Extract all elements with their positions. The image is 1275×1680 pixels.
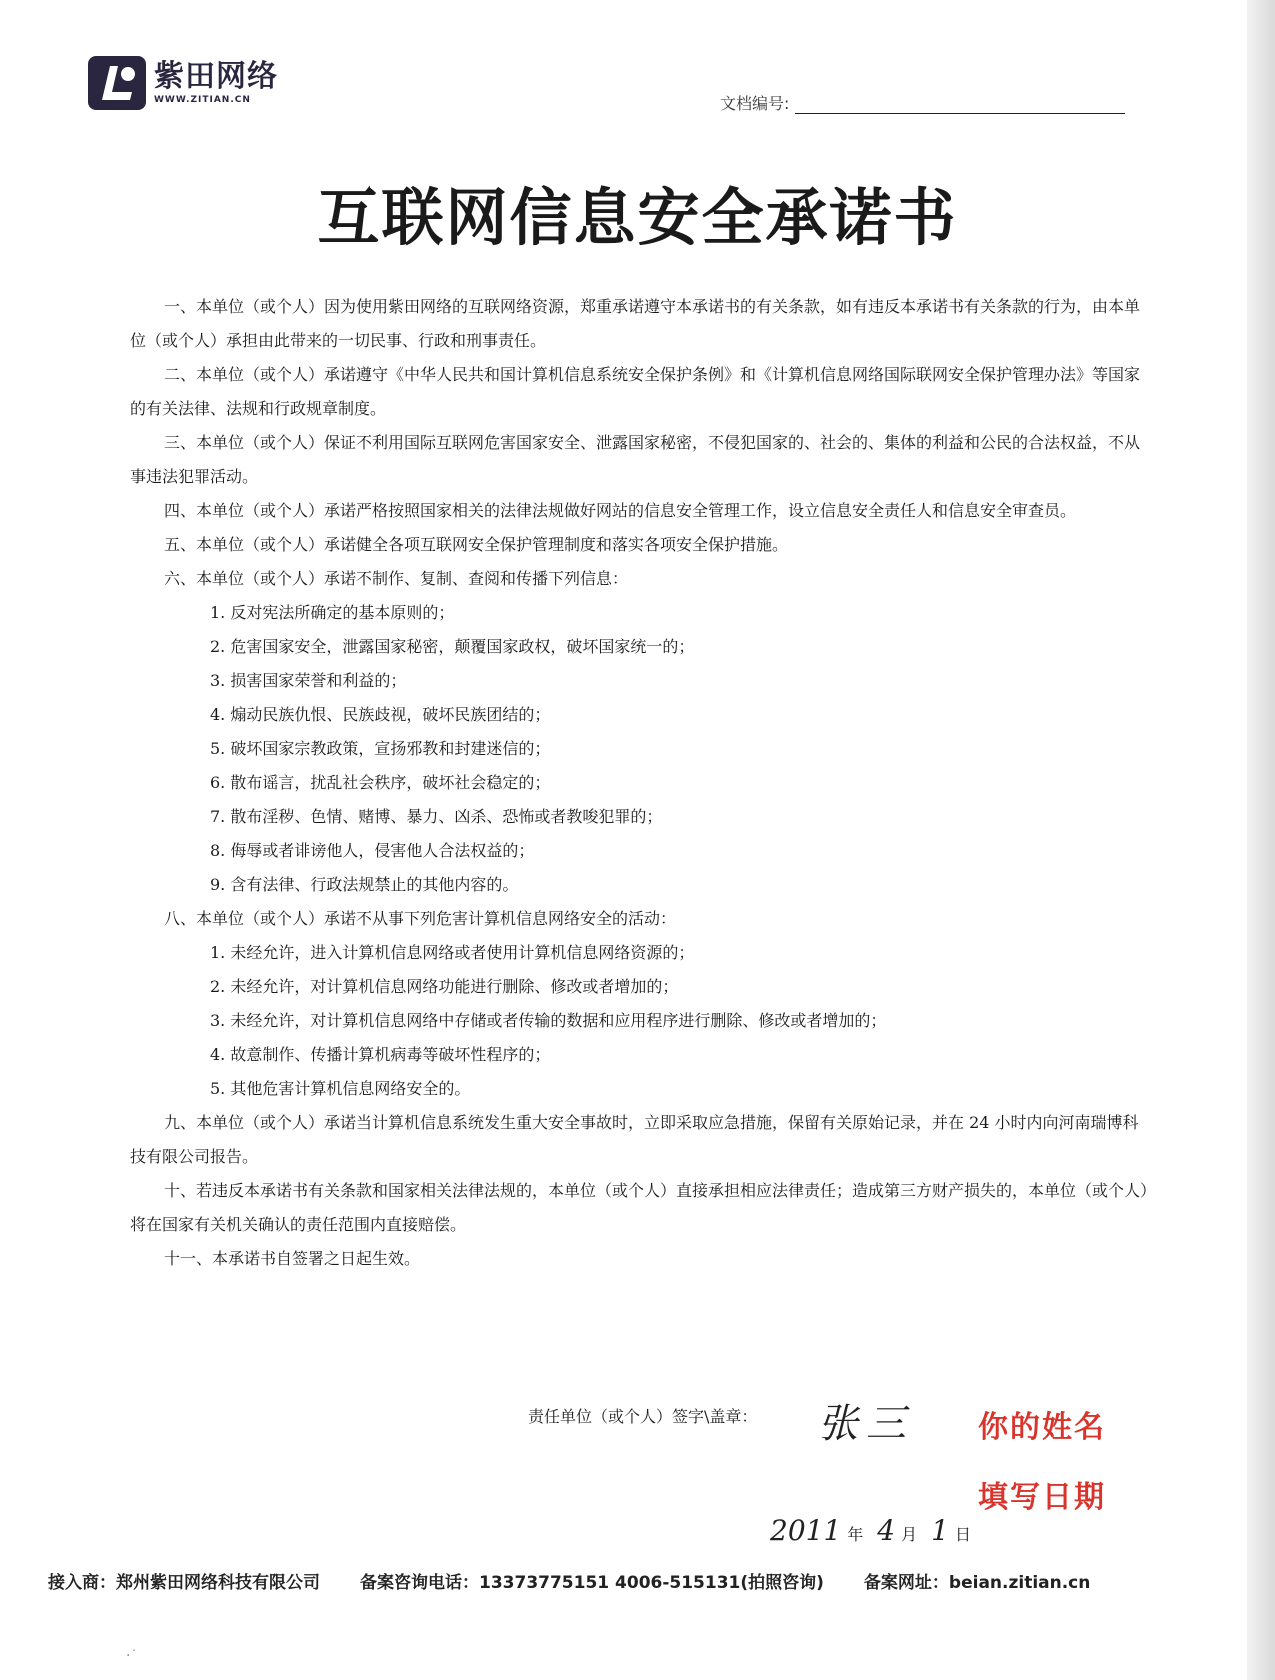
clause-9: 九、本单位（或个人）承诺当计算机信息系统发生重大安全事故时，立即采取应急措施，保留有关原始记录，并在 24 小时内向河南瑞博科技有限公司报告。 — [130, 1113, 1139, 1166]
handwritten-signature: 张三 — [818, 1401, 914, 1447]
clause-8-item: 5. 其他危害计算机信息网络安全的。 — [210, 1079, 471, 1098]
clauses — [130, 290, 1150, 1276]
clause-8-item: 2. 未经允许，对计算机信息网络功能进行删除、修改或者增加的； — [210, 977, 679, 996]
clause-6-item: 9. 含有法律、行政法规禁止的其他内容的。 — [210, 875, 519, 894]
clause-2: 二、本单位（或个人）承诺遵守《中华人民共和国计算机信息系统安全保护条例》和《计算机信息网络国际联网安全保护管理办法》等国家的有关法律、法规和行政规章制度。 — [130, 365, 1141, 418]
document-number-blank — [795, 95, 1125, 114]
logo-name: 紫田网络 — [154, 59, 278, 94]
clause-6-item: 1. 反对宪法所确定的基本原则的； — [210, 603, 455, 622]
clause-6-item: 6. 散布谣言，扰乱社会秩序，破坏社会稳定的； — [210, 773, 551, 792]
date-day-unit: 日 — [954, 1525, 971, 1544]
clause-6-item: 4. 煽动民族仇恨、民族歧视，破坏民族团结的； — [210, 705, 551, 724]
clause-8-item: 3. 未经允许，对计算机信息网络中存储或者传输的数据和应用程序进行删除、修改或者增加的； — [210, 1011, 887, 1030]
footer — [48, 1568, 1130, 1593]
footer-site: 备案网址：beian.zitian.cn — [863, 1573, 1091, 1593]
signature-label: 责任单位（或个人）签字\盖章： — [528, 1407, 758, 1426]
company-logo — [88, 56, 278, 110]
date-year: 2011 — [770, 1514, 842, 1547]
clause-6-item: 7. 散布淫秽、色情、赌博、暴力、凶杀、恐怖或者教唆犯罪的； — [210, 807, 663, 826]
document-number-field — [720, 91, 1125, 114]
date-month: 4 — [877, 1514, 896, 1547]
clause-5: 五、本单位（或个人）承诺健全各项互联网安全保护管理制度和落实各项安全保护措施。 — [164, 535, 789, 554]
clause-6: 六、本单位（或个人）承诺不制作、复制、查阅和传播下列信息： — [164, 569, 629, 588]
clause-8-item: 4. 故意制作、传播计算机病毒等破坏性程序的； — [210, 1045, 551, 1064]
clause-1: 一、本单位（或个人）因为使用紫田网络的互联网络资源，郑重承诺遵守本承诺书的有关条款，如有违反本承诺书有关条款的行为，由本单位（或个人）承担由此带来的一切民事、行政和刑事责任。 — [130, 297, 1141, 350]
signing-date — [770, 1514, 985, 1547]
clause-8: 八、本单位（或个人）承诺不从事下列危害计算机信息网络安全的活动： — [164, 909, 677, 928]
clause-6-item: 8. 侮辱或者诽谤他人，侵害他人合法权益的； — [210, 841, 535, 860]
date-year-unit: 年 — [847, 1525, 864, 1544]
logo-url: WWW.ZITIAN.CN — [154, 95, 251, 105]
date-day: 1 — [931, 1514, 949, 1547]
page-title: 互联网信息安全承诺书 — [317, 181, 958, 254]
scan-speck: ·˙ — [126, 1648, 138, 1664]
clause-10: 十、若违反本承诺书有关条款和国家相关法律法规的，本单位（或个人）直接承担相应法律责任；造成第三方财产损失的，本单位（或个人）将在国家有关机关确认的责任范围内直接赔偿。 — [130, 1181, 1149, 1234]
red-note-date: 填写日期 — [978, 1480, 1106, 1515]
clause-6-item: 5. 破坏国家宗教政策，宣扬邪教和封建迷信的； — [210, 739, 551, 758]
clause-6-item: 3. 损害国家荣誉和利益的； — [210, 671, 407, 690]
footer-phone: 备案咨询电话：13373775151 4006-515131(拍照咨询) — [360, 1573, 824, 1593]
clause-11: 十一、本承诺书自签署之日起生效。 — [164, 1249, 421, 1268]
clause-8-item: 1. 未经允许，进入计算机信息网络或者使用计算机信息网络资源的； — [210, 943, 695, 962]
date-month-unit: 月 — [901, 1525, 918, 1544]
clause-6-item: 2. 危害国家安全，泄露国家秘密，颠覆国家政权，破坏国家统一的； — [210, 637, 695, 656]
clause-3: 三、本单位（或个人）保证不利用国际互联网危害国家安全、泄露国家秘密，不侵犯国家的、社会的、集体的利益和公民的合法权益，不从事违法犯罪活动。 — [130, 433, 1141, 486]
red-note-name: 你的姓名 — [978, 1410, 1106, 1445]
clause-4: 四、本单位（或个人）承诺严格按照国家相关的法律法规做好网站的信息安全管理工作，设立信息安全责任人和信息安全审查员。 — [164, 501, 1077, 520]
footer-provider: 接入商：郑州紫田网络科技有限公司 — [48, 1573, 320, 1593]
document-number-label: 文档编号: — [720, 94, 790, 113]
logo-mark-icon — [88, 56, 146, 110]
